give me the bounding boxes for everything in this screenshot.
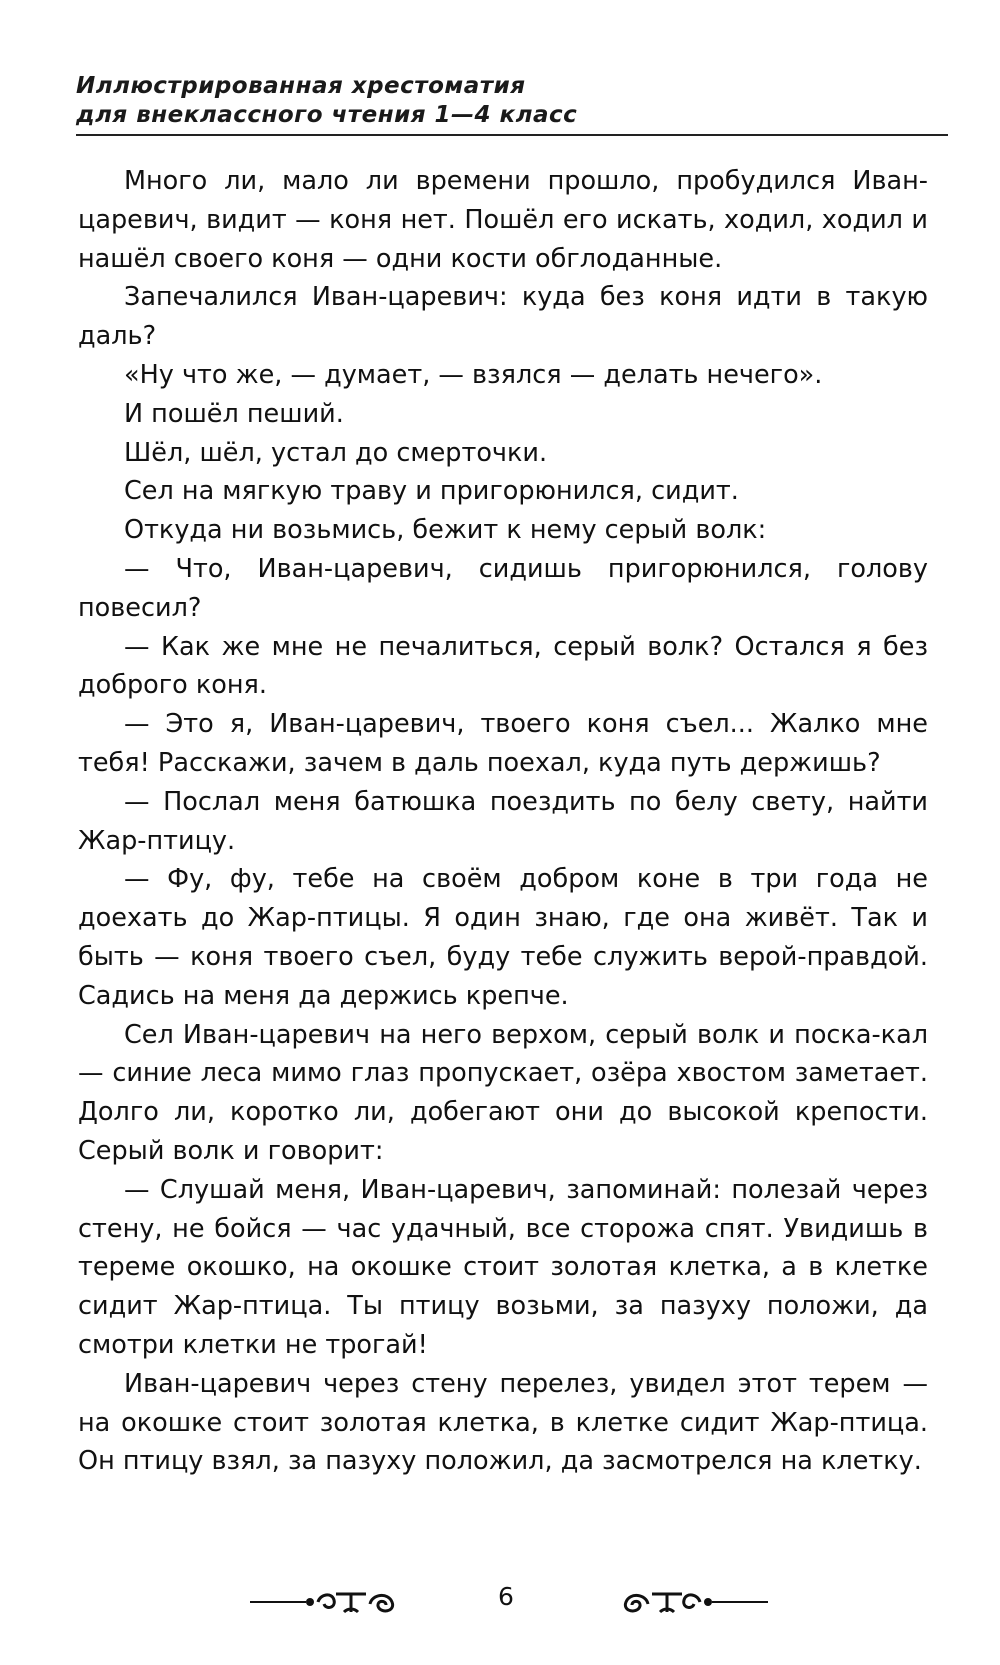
paragraph: — Фу, фу, тебе на своём добром коне в три года не доехать до Жар-птицы. Я один знаю, где она живёт. Так и быть — коня твоего съел, буду тебе служить верой-правдой. Садись на меня да держись крепче. xyxy=(78,864,928,1011)
paragraph: — Слушай меня, Иван-царевич, запоминай: полезай через стену, не бойся — час удачный, все сторожа спят. Увидишь в тереме окошко, на окошке стоит золотая клетка, а в клетке сидит Жар-птица. Ты птицу возьми, за пазуху положи, да смотри клетки не трогай! xyxy=(78,1174,928,1360)
running-header-line-1: Иллюстрированная хрестоматия xyxy=(76,73,526,99)
paragraph: — Послал меня батюшка поездить по белу свету, найти Жар-птицу. xyxy=(78,786,928,856)
paragraph: Запечалился Иван-царевич: куда без коня идти в такую даль? xyxy=(78,282,928,352)
header-rule xyxy=(76,134,948,136)
paragraph: Иван-царевич через стену перелез, увидел этот терем — на окошке стоит золотая клетка, в клетке сидит Жар-птица. Он птицу взял, за пазуху положил, да засмотрелся на клетку. xyxy=(78,1368,928,1477)
paragraph: Откуда ни возьмись, бежит к нему серый волк: xyxy=(124,515,767,546)
paragraph: Шёл, шёл, устал до смерточки. xyxy=(124,437,548,468)
page-footer xyxy=(0,1580,1000,1630)
paragraph: Сел на мягкую траву и пригорюнился, сидит. xyxy=(124,476,739,507)
paragraph: — Это я, Иван-царевич, твоего коня съел... Жалко мне тебя! Расскажи, зачем в даль поехал, куда путь держишь? xyxy=(78,709,928,778)
running-header xyxy=(76,72,956,130)
paragraph: — Что, Иван-царевич, сидишь пригорюнился, голову повесил? xyxy=(78,553,928,623)
paragraph: И пошёл пеший. xyxy=(124,398,344,429)
page-number: 6 xyxy=(498,1582,514,1611)
paragraph: Много ли, мало ли времени прошло, пробудился Иван-царевич, видит — коня нет. Пошёл его искать, ходил, ходил и нашёл своего коня — одни кости обглоданные. xyxy=(78,166,928,274)
paragraph: «Ну что же, — думает, — взялся — делать нечего». xyxy=(124,359,823,390)
body-text xyxy=(78,162,928,1481)
running-header-line-2: для внеклассного чтения 1—4 класс xyxy=(76,102,578,128)
paragraph: Сел Иван-царевич на него верхом, серый волк и поска-кал — синие леса мимо глаз пропускает, озёра хвостом заметает. Долго ли, коротко ли, добегают они до высокой крепости. Серый волк и говорит: xyxy=(78,1019,928,1166)
flourish-ornament-icon xyxy=(248,1580,408,1624)
paragraph: — Как же мне не печалиться, серый волк? Остался я без доброго коня. xyxy=(78,631,928,701)
flourish-ornament-icon xyxy=(610,1580,770,1624)
